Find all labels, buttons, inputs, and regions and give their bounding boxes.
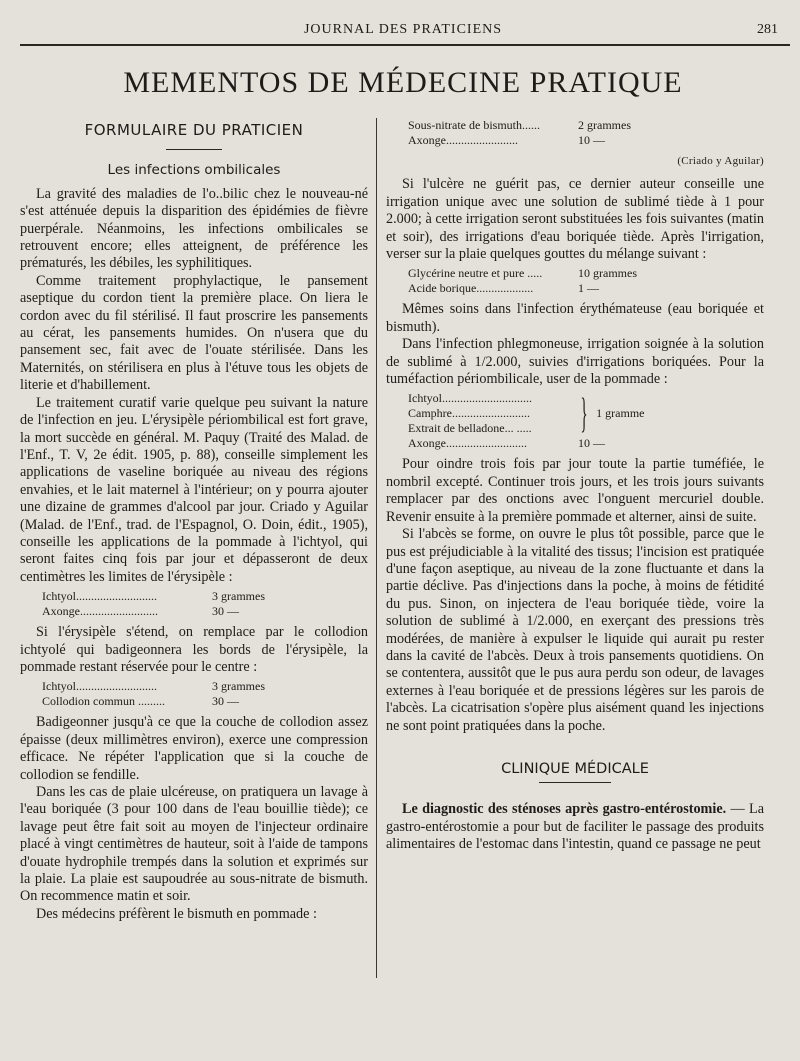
recipe-brace-lines <box>408 391 578 436</box>
subsection-title: Les infections ombilicales <box>107 162 281 179</box>
recipe-ingredient: Ichtyol........................... <box>42 679 157 694</box>
recipe-ingredient: Axonge........................... <box>408 436 527 451</box>
recipe-line <box>42 679 368 694</box>
recipe-line <box>408 281 764 296</box>
recipe-line <box>408 436 764 451</box>
main-title: MEMENTOS DE MÉDECINE PRATIQUE <box>123 66 683 99</box>
recipe-line <box>42 604 368 619</box>
section-title: FORMULAIRE DU PRATICIEN <box>84 121 304 139</box>
recipe-quantity: 2 grammes <box>578 118 631 132</box>
recipe-collodion <box>42 679 368 709</box>
brace-glyph: } <box>580 390 588 437</box>
paragraph: La gravité des maladies de l'o..bilic chez le nouveau-né s'est atténuée depuis la disparition des épidémies de fièvre puerpérale. Néanmoins, les infections ombilicales se retrouvent encore; elles atteignent, de préférence les prématurés, les débiles, les syphilitiques. <box>20 185 368 272</box>
clinique-paragraph <box>386 801 764 853</box>
paragraph: Le traitement curatif varie quelque peu suivant la nature de l'infection en jeu. L'érysipèle périombilical est fort grave, la mort succède en général. M. Paquy (Traité des Malad. de l'Enf., T. V, 2e édit. 1905, p. 88), conseille simplement les applications de vaseline boriquée au niveau des régions envahies, et le lait maternel à l'intérieur; on y pourra ajouter une dizaine de grammes d'alcool par jour. Criado y Aguilar (Malad. de l'Enf., trad. de l'Espagnol, O. Doin, édit., 1905), conseille les applications de la pommade à l'ichtyol, qui seront faites cinq fois par jour et dépasseront de deux centimètres les limites de l'érysipèle : <box>20 394 368 585</box>
paragraph: Badigeonner jusqu'à ce que la couche de collodion assez épaisse (deux millimètres environ), exerce une compression efficace. Ne répéter l'application que si la couche de collodion se fendille. <box>20 714 368 783</box>
clinique-lead: Le diagnostic des sténoses après gastro-entérostomie. <box>402 801 727 818</box>
recipe-ingredient: Axonge........................ <box>408 133 518 147</box>
column-divider <box>376 118 377 978</box>
recipe-brace-group <box>408 391 764 436</box>
recipe-bismuth <box>408 118 764 148</box>
recipe-ingredient: Acide borique................... <box>408 281 534 296</box>
recipe-ingredient: Extrait de belladone... ..... <box>408 421 532 436</box>
recipe-line <box>42 694 368 709</box>
recipe-ingredient: Sous-nitrate de bismuth...... <box>408 118 540 132</box>
recipe-line <box>42 589 368 604</box>
paragraph: Pour oindre trois fois par jour toute la partie tuméfiée, le nombril excepté. Continuer trois jours, et les trois jours suivants remplacer par des onctions avec l'onguent mercuriel double. Revenir ensuite à la première pommade et alterner, ainsi de suite. <box>386 456 764 525</box>
page-number: 281 <box>757 22 778 37</box>
recipe-quantity: 10 — <box>578 436 605 451</box>
clinique-rule <box>539 782 611 783</box>
paragraph: Comme traitement prophylactique, le pansement aseptique du cordon tient la première place. On liera le cordon avec du fil stérilisé. Il faut proscrire les pansements au cérat, les pansements humides. On n'usera que du pansement sec, fait avec de l'ouate stérilisée. Dans les Maternités, on stérilisera en plus à l'étuve tous les objets de literie et d'habillement. <box>20 272 368 394</box>
recipe-ingredient: Ichtyol........................... <box>42 589 157 604</box>
recipe-braced <box>408 391 764 451</box>
recipe-quantity: 10 grammes <box>578 266 637 281</box>
recipe-quantity: 30 — <box>212 694 239 709</box>
recipe-ingredient: Axonge.......................... <box>42 604 158 619</box>
recipe-quantity: 10 — <box>578 133 605 147</box>
paragraph: Des médecins préfèrent le bismuth en pommade : <box>36 905 317 922</box>
recipe-line <box>408 133 764 148</box>
section-rule <box>166 149 222 150</box>
paragraph: Mêmes soins dans l'infection érythémateuse (eau boriquée et bismuth). <box>386 301 764 335</box>
clinique-title: CLINIQUE MÉDICALE <box>501 760 649 777</box>
recipe-quantity: 1 — <box>578 281 599 296</box>
header-rule <box>20 44 790 46</box>
recipe-glycerine <box>408 266 764 296</box>
clinique-header <box>386 761 764 783</box>
paragraph: Si l'ulcère ne guérit pas, ce dernier auteur conseille une irrigation unique avec une solution de sublimé tiède à 1 pour 2.000; à cette irrigation seront substituées les fois suivantes (matin et soir), des irrigations d'eau boriquée tiède. Après l'irrigation, verser sur la plaie quelques gouttes du mélange suivant : <box>386 176 764 263</box>
recipe-ichtyol-axonge <box>42 589 368 619</box>
recipe-quantity: 3 grammes <box>212 679 265 694</box>
recipe-line <box>408 118 764 133</box>
paragraph: Si l'érysipèle s'étend, on remplace par le collodion ichtyolé qui badigeonnera les bords de l'érysipèle, la pommade restant réservée pour le centre : <box>20 624 368 675</box>
recipe-ingredient: Ichtyol.............................. <box>408 391 532 406</box>
recipe-line <box>408 266 764 281</box>
paragraph: Si l'abcès se forme, on ouvre le plus tôt possible, parce que le pus est préjudiciable à la vitalité des tissus; l'incision est pratiquée d'une façon aseptique, au niveau de la zone fluctuante et dans la partie déclive. Pas d'injections dans la poche, à moins de fétidité du pus. Sinon, on injectera de l'eau boriquée tiède, voire la solution de sublimé à 1/2.000, en exerçant des pressions très modérées, de manière à expulser le liquide qui aurait pu rester dans la cavité de l'abcès. Deux à trois pansements quotidiens. On se contentera, aussitôt que le pus aura perdu son odeur, de lavages externes à l'eau boriquée et de pressions légères sur les parois de l'abcès. La cicatrisation s'opère plus aisément quand les injections ne sont point pratiquées dans la poche. <box>386 526 764 734</box>
right-column <box>386 118 764 854</box>
recipe-quantity: 30 — <box>212 604 239 619</box>
recipe-ingredient: Camphre.......................... <box>408 406 530 421</box>
paragraph: Dans les cas de plaie ulcéreuse, on pratiquera un lavage à l'eau boriquée (3 pour 100 dans de l'eau bouillie tiède); ce lavage peut être fait soit au moyen de l'injecteur ordinaire placé à vingt centimètres de hauteur, soit à l'aide de tampons d'ouate hydrophile trempés dans la solution et exprimés sur la plaie. La plaie est saupoudrée au sous-nitrate de bismuth. On recommence matin et soir. <box>20 784 368 905</box>
paragraph: Dans l'infection phlegmoneuse, irrigation soignée à la solution de sublimé à 1/2.000, suivies d'irrigations boriquées. Pour la tuméfaction périombilicale, user de la pommade : <box>386 336 764 388</box>
recipe-quantity: 1 gramme <box>596 406 645 421</box>
clinique-text: — La gastro-entérostomie a pour but de faciliter le passage des produits alimentaires de l'estomac dans l'intestin, quand ce passage ne peut <box>386 801 764 853</box>
source-citation: (Criado y Aguilar) <box>677 155 764 167</box>
running-head <box>28 22 778 38</box>
recipe-ingredient: Glycérine neutre et pure ..... <box>408 266 543 281</box>
left-column <box>20 118 368 923</box>
recipe-quantity: 3 grammes <box>212 589 265 604</box>
running-title: JOURNAL DES PRATICIENS <box>303 22 503 37</box>
recipe-ingredient: Collodion commun ......... <box>42 694 165 709</box>
